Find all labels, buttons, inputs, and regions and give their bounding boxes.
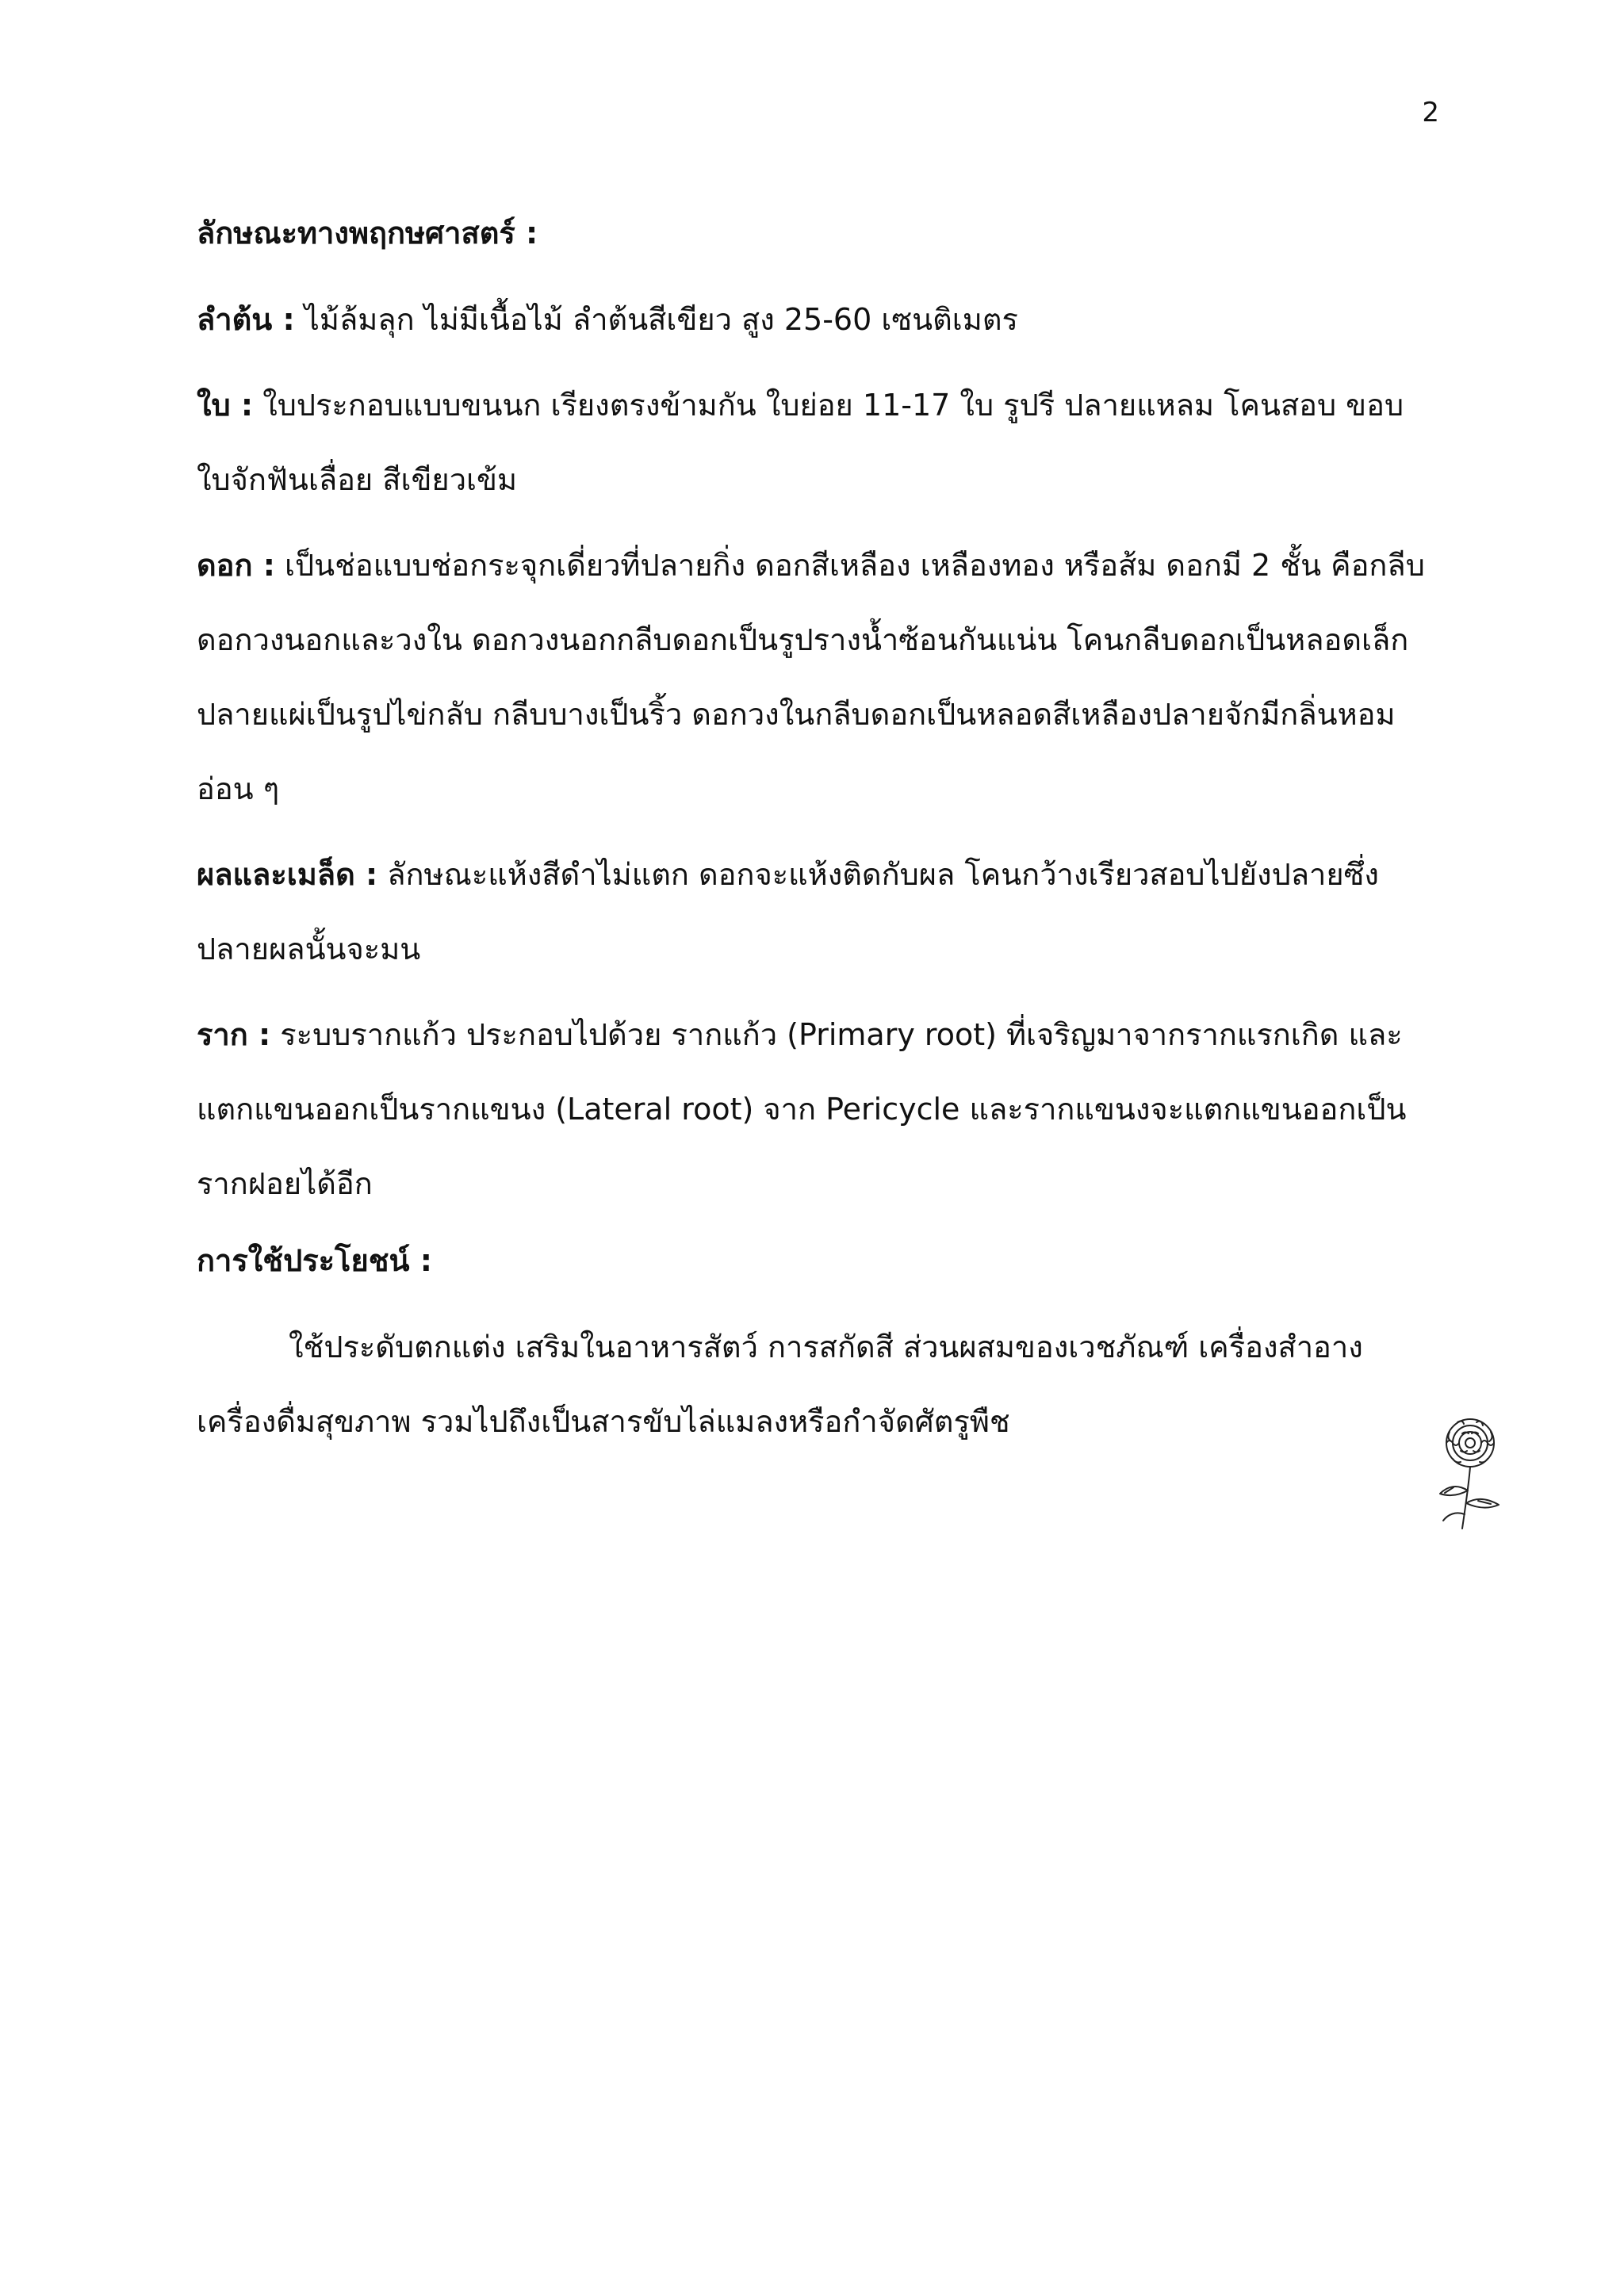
root-label: ราก :: [197, 1017, 271, 1052]
stem-label: ลำต้น :: [197, 302, 295, 337]
uses-paragraph: ใช้ประดับตกแต่ง เสริมในอาหารสัตว์ การสกัดสี ส่วนผสมของเวชภัณฑ์ เครื่องสำอาง เครื่องดื่มสุขภาพ รวมไปถึงเป็นสารขับไล่แมลงหรือกำจัดศัตรูพืช: [197, 1330, 1363, 1439]
root-paragraph: [197, 997, 1434, 1221]
leaf-label: ใบ :: [197, 388, 254, 423]
leaf-text: ใบประกอบแบบขนนก เรียงตรงข้ามกัน ใบย่อย 11-17 ใบ รูปรี ปลายแหลม โคนสอบ ขอบใบจักฟันเลื่อย สีเขียวเข้ม: [197, 388, 1404, 497]
flower-paragraph: [197, 528, 1434, 826]
document-body: [197, 205, 1434, 1470]
marigold-flower-icon: [1426, 1411, 1515, 1530]
fruit-seed-text: ลักษณะแห้งสีดำไม่แตก ดอกจะแห้งติดกับผล โคนกว้างเรียวสอบไปยังปลายซึ่งปลายผลนั้นจะมน: [197, 857, 1379, 966]
leaf-paragraph: [197, 368, 1434, 517]
fruit-seed-paragraph: [197, 837, 1434, 986]
uses-heading: การใช้ประโยชน์ :: [197, 1243, 432, 1278]
root-text: ระบบรากแก้ว ประกอบไปด้วย รากแก้ว (Primary root) ที่เจริญมาจากรากแรกเกิด และแตกแขนออกเป็นรากแขนง (Lateral root) จาก Pericycle และรากแขนงจะแตกแขนออกเป็นรากฝอยได้อีก: [197, 1017, 1407, 1201]
flower-text: เป็นช่อแบบช่อกระจุกเดี่ยวที่ปลายกิ่ง ดอกสีเหลือง เหลืองทอง หรือส้ม ดอกมี 2 ชั้น คือกลีบดอกวงนอกและวงใน ดอกวงนอกกลีบดอกเป็นรูปรางน้ำซ้อนกันแน่น โคนกลีบดอกเป็นหลอดเล็ก ปลายแผ่เป็นรูปไข่กลับ กลีบบางเป็นริ้ว ดอกวงในกลีบดอกเป็นหลอดสีเหลืองปลายจักมีกลิ่นหอมอ่อน ๆ: [197, 548, 1425, 806]
stem-text: ไม้ล้มลุก ไม่มีเนื้อไม้ ลำต้นสีเขียว สูง 25-60 เซนติเมตร: [294, 302, 1018, 337]
botany-heading: ลักษณะทางพฤกษศาสตร์ :: [197, 216, 538, 251]
stem-paragraph: [197, 282, 1434, 357]
page-number: 2: [1422, 97, 1439, 128]
flower-label: ดอก :: [197, 548, 275, 583]
fruit-seed-label: ผลและเมล็ด :: [197, 857, 378, 892]
